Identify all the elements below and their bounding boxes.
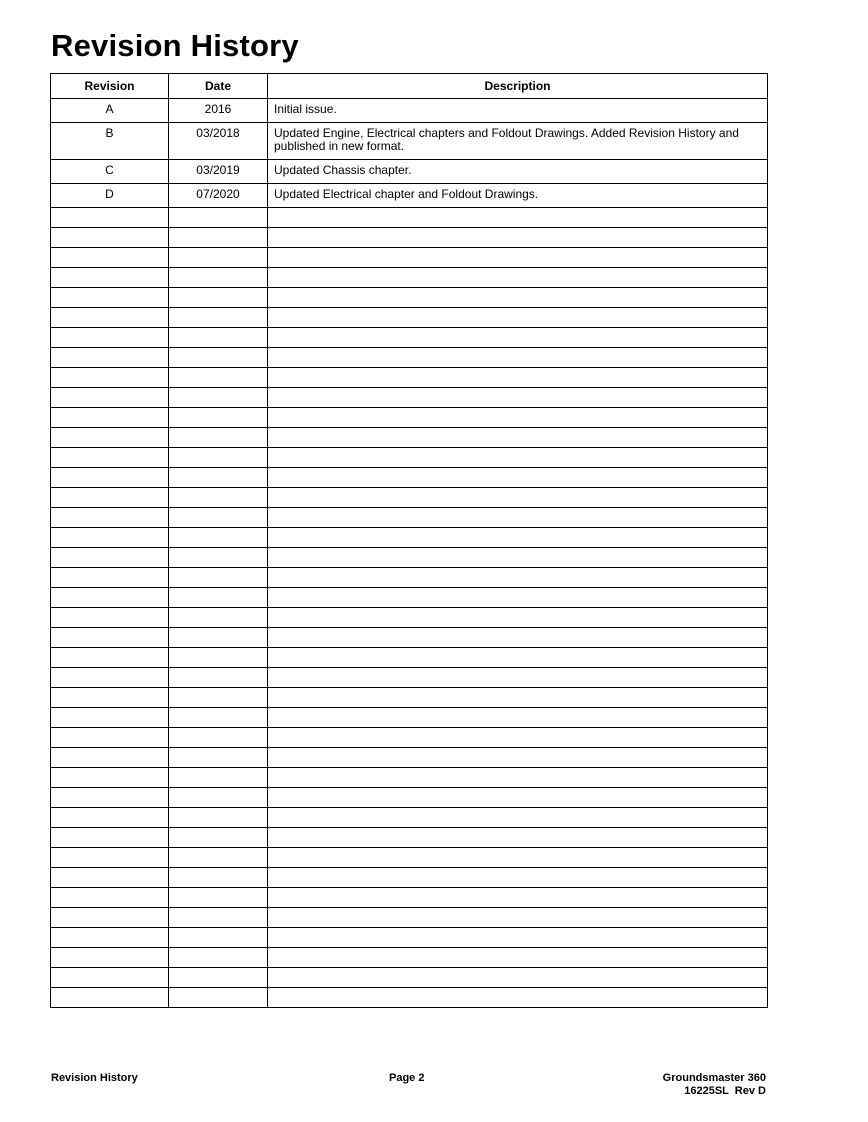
blank-cell <box>169 208 268 228</box>
blank-cell <box>169 288 268 308</box>
blank-cell <box>169 908 268 928</box>
blank-cell <box>268 668 768 688</box>
blank-table-row <box>51 568 768 588</box>
blank-table-row <box>51 428 768 448</box>
blank-table-row <box>51 728 768 748</box>
description-cell: Updated Engine, Electrical chapters and Foldout Drawings. Added Revision History and published in new format. <box>268 123 768 160</box>
blank-cell <box>268 828 768 848</box>
date-cell: 03/2018 <box>169 123 268 160</box>
blank-cell <box>268 208 768 228</box>
blank-table-row <box>51 848 768 868</box>
blank-cell <box>169 988 268 1008</box>
blank-table-row <box>51 308 768 328</box>
blank-cell <box>169 668 268 688</box>
blank-cell <box>268 328 768 348</box>
blank-cell <box>268 408 768 428</box>
blank-cell <box>51 408 169 428</box>
table-header-row <box>51 74 768 99</box>
blank-cell <box>268 468 768 488</box>
blank-cell <box>268 788 768 808</box>
blank-cell <box>268 728 768 748</box>
blank-cell <box>51 348 169 368</box>
footer-doc-revision: 16225SL Rev D <box>684 1085 766 1097</box>
blank-cell <box>51 208 169 228</box>
blank-table-row <box>51 648 768 668</box>
blank-cell <box>169 648 268 668</box>
blank-cell <box>268 808 768 828</box>
blank-cell <box>268 608 768 628</box>
blank-cell <box>169 388 268 408</box>
blank-cell <box>169 488 268 508</box>
blank-cell <box>268 268 768 288</box>
revision-cell: C <box>51 160 169 184</box>
blank-table-row <box>51 228 768 248</box>
blank-cell <box>169 328 268 348</box>
blank-cell <box>169 528 268 548</box>
footer-product-name: Groundsmaster 360 <box>662 1072 766 1084</box>
blank-cell <box>169 728 268 748</box>
blank-cell <box>268 308 768 328</box>
blank-cell <box>51 588 169 608</box>
blank-cell <box>268 488 768 508</box>
blank-table-row <box>51 688 768 708</box>
blank-cell <box>268 508 768 528</box>
blank-cell <box>51 528 169 548</box>
blank-cell <box>268 448 768 468</box>
blank-table-row <box>51 288 768 308</box>
blank-table-row <box>51 628 768 648</box>
blank-cell <box>51 888 169 908</box>
blank-cell <box>51 548 169 568</box>
blank-cell <box>169 368 268 388</box>
blank-table-row <box>51 768 768 788</box>
blank-table-row <box>51 488 768 508</box>
blank-cell <box>268 948 768 968</box>
blank-table-row <box>51 368 768 388</box>
blank-cell <box>51 808 169 828</box>
date-cell: 03/2019 <box>169 160 268 184</box>
blank-cell <box>268 368 768 388</box>
blank-cell <box>51 768 169 788</box>
blank-cell <box>268 388 768 408</box>
blank-table-row <box>51 588 768 608</box>
blank-table-row <box>51 988 768 1008</box>
blank-cell <box>268 968 768 988</box>
blank-table-row <box>51 468 768 488</box>
revision-cell: B <box>51 123 169 160</box>
blank-cell <box>169 828 268 848</box>
date-cell: 2016 <box>169 99 268 123</box>
blank-table-row <box>51 808 768 828</box>
blank-cell <box>169 888 268 908</box>
blank-cell <box>169 808 268 828</box>
page-title: Revision History <box>51 28 299 63</box>
blank-cell <box>51 828 169 848</box>
footer-section-name: Revision History <box>51 1072 138 1084</box>
blank-cell <box>51 868 169 888</box>
blank-cell <box>169 408 268 428</box>
blank-table-row <box>51 248 768 268</box>
blank-cell <box>169 548 268 568</box>
blank-cell <box>169 508 268 528</box>
blank-cell <box>51 968 169 988</box>
blank-cell <box>51 328 169 348</box>
blank-cell <box>268 588 768 608</box>
description-cell: Initial issue. <box>268 99 768 123</box>
blank-cell <box>51 688 169 708</box>
blank-table-row <box>51 448 768 468</box>
blank-table-row <box>51 868 768 888</box>
blank-cell <box>169 768 268 788</box>
description-cell: Updated Chassis chapter. <box>268 160 768 184</box>
blank-cell <box>51 568 169 588</box>
blank-cell <box>268 568 768 588</box>
blank-cell <box>51 668 169 688</box>
blank-table-row <box>51 548 768 568</box>
blank-cell <box>51 748 169 768</box>
blank-table-row <box>51 908 768 928</box>
blank-cell <box>268 548 768 568</box>
blank-cell <box>169 428 268 448</box>
blank-cell <box>51 448 169 468</box>
blank-table-row <box>51 208 768 228</box>
blank-cell <box>169 308 268 328</box>
blank-cell <box>268 528 768 548</box>
blank-table-row <box>51 828 768 848</box>
blank-cell <box>51 428 169 448</box>
blank-table-row <box>51 508 768 528</box>
blank-cell <box>268 248 768 268</box>
blank-cell <box>169 268 268 288</box>
blank-cell <box>51 628 169 648</box>
table-row <box>51 123 768 160</box>
blank-cell <box>268 648 768 668</box>
revision-cell: A <box>51 99 169 123</box>
blank-cell <box>51 908 169 928</box>
header-date: Date <box>169 74 268 99</box>
blank-cell <box>51 468 169 488</box>
blank-table-row <box>51 388 768 408</box>
blank-table-row <box>51 748 768 768</box>
blank-cell <box>51 948 169 968</box>
blank-cell <box>169 968 268 988</box>
blank-cell <box>268 868 768 888</box>
blank-table-row <box>51 408 768 428</box>
blank-table-row <box>51 328 768 348</box>
description-cell: Updated Electrical chapter and Foldout Drawings. <box>268 184 768 208</box>
blank-cell <box>169 448 268 468</box>
table-row <box>51 99 768 123</box>
blank-cell <box>268 708 768 728</box>
blank-cell <box>51 608 169 628</box>
blank-table-row <box>51 668 768 688</box>
blank-table-row <box>51 948 768 968</box>
blank-cell <box>51 308 169 328</box>
blank-cell <box>51 928 169 948</box>
blank-cell <box>268 748 768 768</box>
blank-table-row <box>51 968 768 988</box>
blank-cell <box>51 648 169 668</box>
blank-cell <box>51 248 169 268</box>
blank-cell <box>268 768 768 788</box>
blank-cell <box>169 608 268 628</box>
blank-cell <box>268 228 768 248</box>
blank-table-row <box>51 708 768 728</box>
table-body <box>51 99 768 1008</box>
blank-cell <box>169 568 268 588</box>
blank-cell <box>169 468 268 488</box>
blank-cell <box>51 788 169 808</box>
blank-cell <box>169 348 268 368</box>
blank-cell <box>268 888 768 908</box>
blank-cell <box>169 688 268 708</box>
blank-cell <box>268 988 768 1008</box>
blank-cell <box>51 728 169 748</box>
blank-table-row <box>51 608 768 628</box>
blank-cell <box>169 588 268 608</box>
footer-page-number: Page 2 <box>389 1072 425 1084</box>
revision-cell: D <box>51 184 169 208</box>
blank-cell <box>169 748 268 768</box>
blank-cell <box>51 388 169 408</box>
blank-cell <box>268 428 768 448</box>
blank-cell <box>268 908 768 928</box>
blank-cell <box>51 368 169 388</box>
blank-cell <box>51 288 169 308</box>
revision-table <box>50 73 768 1008</box>
date-cell: 07/2020 <box>169 184 268 208</box>
blank-table-row <box>51 268 768 288</box>
footer-document-id <box>663 1072 766 1098</box>
blank-cell <box>169 788 268 808</box>
blank-cell <box>169 228 268 248</box>
blank-cell <box>51 988 169 1008</box>
blank-cell <box>268 688 768 708</box>
blank-table-row <box>51 348 768 368</box>
blank-cell <box>268 288 768 308</box>
blank-table-row <box>51 888 768 908</box>
blank-cell <box>51 508 169 528</box>
blank-cell <box>169 868 268 888</box>
table-row <box>51 160 768 184</box>
blank-cell <box>268 628 768 648</box>
blank-table-row <box>51 528 768 548</box>
blank-cell <box>51 488 169 508</box>
blank-cell <box>169 928 268 948</box>
blank-cell <box>169 848 268 868</box>
blank-cell <box>51 848 169 868</box>
blank-cell <box>169 248 268 268</box>
table-row <box>51 184 768 208</box>
blank-cell <box>268 848 768 868</box>
blank-cell <box>169 628 268 648</box>
blank-cell <box>51 268 169 288</box>
header-description: Description <box>268 74 768 99</box>
blank-cell <box>268 928 768 948</box>
blank-cell <box>169 708 268 728</box>
blank-cell <box>268 348 768 368</box>
blank-cell <box>51 708 169 728</box>
blank-cell <box>169 948 268 968</box>
blank-table-row <box>51 928 768 948</box>
header-revision: Revision <box>51 74 169 99</box>
blank-cell <box>51 228 169 248</box>
blank-table-row <box>51 788 768 808</box>
